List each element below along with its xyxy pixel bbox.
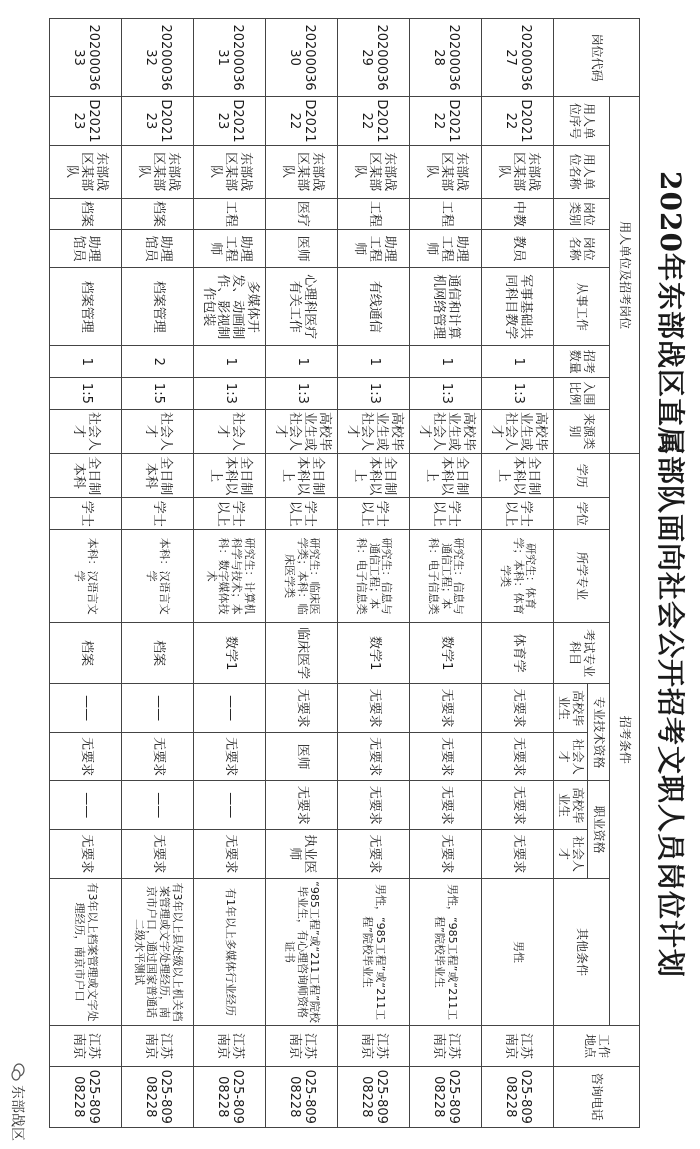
cell-skill-social: 无要求 bbox=[482, 732, 554, 781]
table-row bbox=[266, 19, 338, 1128]
cell-source: 高校毕业生或社会人才 bbox=[266, 409, 338, 453]
cell-qual-grad: —— bbox=[194, 781, 266, 830]
cell-exam: 数学1 bbox=[194, 623, 266, 684]
cell-edu: 全日制本科以上 bbox=[338, 454, 410, 498]
cell-ratio: 1:3 bbox=[194, 378, 266, 410]
cell-phone: 025-80908228 bbox=[410, 1066, 482, 1127]
cell-skill-grad: 无要求 bbox=[338, 684, 410, 733]
cell-unit-no: D202122 bbox=[482, 97, 554, 146]
cell-ratio: 1:5 bbox=[122, 378, 194, 410]
cell-other: 有1年以上多媒体行业经历 bbox=[194, 878, 266, 1026]
cell-other: 有3年以上档案管理或文字处理经历，南京市户口 bbox=[50, 878, 122, 1026]
cell-post-type: 工程 bbox=[194, 198, 266, 230]
cell-skill-social: 无要求 bbox=[50, 732, 122, 781]
col-header-exam: 考试专业科目 bbox=[554, 623, 610, 684]
cell-unit-name: 东部战区某部队 bbox=[194, 145, 266, 198]
cell-code: 2020003628 bbox=[410, 19, 482, 97]
cell-skill-social: 无要求 bbox=[410, 732, 482, 781]
cell-place: 江苏南京 bbox=[266, 1026, 338, 1066]
cell-phone: 025-80908228 bbox=[338, 1066, 410, 1127]
cell-ratio: 1:3 bbox=[410, 378, 482, 410]
cell-degree: 学士以上 bbox=[194, 498, 266, 530]
cell-degree: 学士以上 bbox=[410, 498, 482, 530]
cell-post-type: 工程 bbox=[338, 198, 410, 230]
cell-degree: 学士以上 bbox=[338, 498, 410, 530]
col-group-qualification: 职业资格 bbox=[588, 781, 610, 878]
chat-bubble-icon bbox=[11, 1063, 25, 1081]
cell-skill-grad: —— bbox=[122, 684, 194, 733]
table-row bbox=[338, 19, 410, 1128]
cell-major: 研究生：信息与通信工程；本科：电子信息类 bbox=[410, 530, 482, 623]
cell-qual-social: 无要求 bbox=[50, 830, 122, 879]
cell-post-type: 工程 bbox=[410, 198, 482, 230]
cell-code: 2020003627 bbox=[482, 19, 554, 97]
cell-place: 江苏南京 bbox=[122, 1026, 194, 1066]
cell-source: 高校毕业生或社会人才 bbox=[482, 409, 554, 453]
col-header-unit-no: 用人单位序号 bbox=[554, 97, 610, 146]
cell-ratio: 1:3 bbox=[266, 378, 338, 410]
table-row bbox=[122, 19, 194, 1128]
cell-skill-grad: —— bbox=[50, 684, 122, 733]
cell-source: 高校毕业生或社会人才 bbox=[410, 409, 482, 453]
cell-place: 江苏南京 bbox=[482, 1026, 554, 1066]
cell-code: 2020003630 bbox=[266, 19, 338, 97]
cell-degree: 学士 bbox=[122, 498, 194, 530]
cell-unit-no: D202123 bbox=[122, 97, 194, 146]
cell-post-type: 档案 bbox=[50, 198, 122, 230]
cell-qual-social: 无要求 bbox=[338, 830, 410, 879]
table-row bbox=[50, 19, 122, 1128]
cell-phone: 025-80908228 bbox=[122, 1066, 194, 1127]
cell-skill-social: 无要求 bbox=[338, 732, 410, 781]
cell-exam: 数学1 bbox=[410, 623, 482, 684]
cell-place: 江苏南京 bbox=[410, 1026, 482, 1066]
cell-skill-social: 无要求 bbox=[122, 732, 194, 781]
cell-unit-no: D202122 bbox=[338, 97, 410, 146]
cell-skill-social: 无要求 bbox=[194, 732, 266, 781]
cell-qual-social: 无要求 bbox=[482, 830, 554, 879]
cell-place: 江苏南京 bbox=[194, 1026, 266, 1066]
cell-qual-grad: 无要求 bbox=[338, 781, 410, 830]
col-header-qual-grad: 高校毕业生 bbox=[554, 781, 588, 830]
cell-skill-social: 医师 bbox=[266, 732, 338, 781]
cell-code: 2020003633 bbox=[50, 19, 122, 97]
cell-qual-grad: 无要求 bbox=[410, 781, 482, 830]
cell-unit-no: D202123 bbox=[50, 97, 122, 146]
col-header-skill-social: 社会人才 bbox=[554, 732, 588, 781]
cell-count: 1 bbox=[482, 346, 554, 378]
cell-post-type: 中教 bbox=[482, 198, 554, 230]
cell-exam: 体育学 bbox=[482, 623, 554, 684]
cell-unit-name: 东部战区某部队 bbox=[122, 145, 194, 198]
cell-count: 1 bbox=[194, 346, 266, 378]
cell-exam: 临床医学 bbox=[266, 623, 338, 684]
col-header-major: 所学专业 bbox=[554, 530, 610, 623]
cell-unit-name: 东部战区某部队 bbox=[50, 145, 122, 198]
cell-ratio: 1:3 bbox=[482, 378, 554, 410]
watermark-text: 东部战区 bbox=[9, 1085, 25, 1141]
cell-post-type: 档案 bbox=[122, 198, 194, 230]
cell-degree: 学士以上 bbox=[266, 498, 338, 530]
col-header-work: 从事工作 bbox=[554, 268, 610, 346]
cell-place: 江苏南京 bbox=[338, 1026, 410, 1066]
col-header-ratio: 入围比例 bbox=[554, 378, 610, 410]
cell-other: 男性，“985工程”或“211工程”院校毕业生 bbox=[410, 878, 482, 1026]
cell-edu: 全日制本科 bbox=[122, 454, 194, 498]
cell-phone: 025-80908228 bbox=[194, 1066, 266, 1127]
cell-post-name: 助理工程师 bbox=[410, 230, 482, 268]
cell-major: 本科：汉语言文学 bbox=[122, 530, 194, 623]
cell-count: 1 bbox=[50, 346, 122, 378]
cell-work: 档案管理 bbox=[50, 268, 122, 346]
cell-post-name: 教员 bbox=[482, 230, 554, 268]
col-header-other: 其他条件 bbox=[554, 878, 610, 1026]
cell-post-name: 助理工程师 bbox=[338, 230, 410, 268]
cell-unit-no: D202123 bbox=[194, 97, 266, 146]
cell-work: 有线通信 bbox=[338, 268, 410, 346]
cell-work: 通信和计算机网络管理 bbox=[410, 268, 482, 346]
col-group-unit: 用人单位及招考岗位 bbox=[610, 97, 640, 454]
cell-skill-grad: 无要求 bbox=[410, 684, 482, 733]
col-header-skill-grad: 高校毕业生 bbox=[554, 684, 588, 733]
cell-post-type: 医疗 bbox=[266, 198, 338, 230]
cell-code: 2020003631 bbox=[194, 19, 266, 97]
cell-unit-name: 东部战区某部队 bbox=[410, 145, 482, 198]
cell-qual-grad: —— bbox=[50, 781, 122, 830]
cell-work: 多媒体开发、动画制作、影视制作包装 bbox=[194, 268, 266, 346]
cell-post-name: 医师 bbox=[266, 230, 338, 268]
col-header-degree: 学位 bbox=[554, 498, 610, 530]
col-header-qual-social: 社会人才 bbox=[554, 830, 588, 879]
col-header-count: 招考数量 bbox=[554, 346, 610, 378]
cell-edu: 全日制本科 bbox=[50, 454, 122, 498]
col-group-conditions: 招考条件 bbox=[610, 454, 640, 1026]
cell-count: 1 bbox=[338, 346, 410, 378]
cell-count: 1 bbox=[410, 346, 482, 378]
col-header-unit-name: 用人单位名称 bbox=[554, 145, 610, 198]
cell-other: 男性 bbox=[482, 878, 554, 1026]
cell-exam: 档案 bbox=[50, 623, 122, 684]
cell-edu: 全日制本科以上 bbox=[410, 454, 482, 498]
cell-qual-social: 无要求 bbox=[410, 830, 482, 879]
cell-source: 社会人才 bbox=[122, 409, 194, 453]
cell-source: 高校毕业生或社会人才 bbox=[338, 409, 410, 453]
col-header-phone: 咨询电话 bbox=[554, 1066, 640, 1127]
cell-unit-name: 东部战区某部队 bbox=[266, 145, 338, 198]
watermark bbox=[8, 1063, 28, 1141]
cell-phone: 025-80908228 bbox=[266, 1066, 338, 1127]
cell-ratio: 1:5 bbox=[50, 378, 122, 410]
table-body bbox=[50, 19, 554, 1128]
cell-skill-grad: —— bbox=[194, 684, 266, 733]
col-header-post-type: 岗位类别 bbox=[554, 198, 610, 230]
cell-place: 江苏南京 bbox=[50, 1026, 122, 1066]
cell-major: 研究生：信息与通信工程；本科：电子信息类 bbox=[338, 530, 410, 623]
cell-unit-no: D202122 bbox=[410, 97, 482, 146]
cell-work: 档案管理 bbox=[122, 268, 194, 346]
cell-other: 男性，“985工程”或“211工程”院校毕业生 bbox=[338, 878, 410, 1026]
cell-major: 本科：汉语言文学 bbox=[50, 530, 122, 623]
cell-qual-grad: 无要求 bbox=[266, 781, 338, 830]
cell-qual-social: 无要求 bbox=[122, 830, 194, 879]
cell-exam: 数学1 bbox=[338, 623, 410, 684]
cell-unit-name: 东部战区某部队 bbox=[338, 145, 410, 198]
cell-qual-grad: —— bbox=[122, 781, 194, 830]
cell-qual-social: 无要求 bbox=[194, 830, 266, 879]
cell-work: 军事基础共同科目教学 bbox=[482, 268, 554, 346]
cell-post-name: 助理馆员 bbox=[50, 230, 122, 268]
cell-other: “985工程”或“211工程”院校毕业生，有心理咨询师资格证书 bbox=[266, 878, 338, 1026]
cell-major: 研究生：计算机科学与技术；本科：数字媒体技术 bbox=[194, 530, 266, 623]
col-header-post-name: 岗位名称 bbox=[554, 230, 610, 268]
cell-degree: 学士以上 bbox=[482, 498, 554, 530]
cell-other: 有3年以上县处级以上机关档案管理或文字处理经历，南京市户口，通过国家普通话二级水平测试 bbox=[122, 878, 194, 1026]
cell-edu: 全日制本科以上 bbox=[266, 454, 338, 498]
col-group-skill: 专业技术资格 bbox=[588, 684, 610, 781]
cell-post-name: 助理工程师 bbox=[194, 230, 266, 268]
col-header-source: 来源类别 bbox=[554, 409, 610, 453]
cell-post-name: 助理馆员 bbox=[122, 230, 194, 268]
table-row bbox=[194, 19, 266, 1128]
cell-exam: 档案 bbox=[122, 623, 194, 684]
positions-table bbox=[49, 18, 640, 1128]
cell-major: 研究生：临床医学类；本科：临床医学类 bbox=[266, 530, 338, 623]
cell-degree: 学士 bbox=[50, 498, 122, 530]
document-title: 2020年东部战区直属部队面向社会公开招考文职人员岗位计划 bbox=[654, 171, 687, 978]
cell-qual-grad: 无要求 bbox=[482, 781, 554, 830]
col-header-place: 工作地点 bbox=[554, 1026, 640, 1066]
cell-source: 社会人才 bbox=[194, 409, 266, 453]
cell-skill-grad: 无要求 bbox=[482, 684, 554, 733]
cell-code: 2020003629 bbox=[338, 19, 410, 97]
cell-work: 心理科医疗有关工作 bbox=[266, 268, 338, 346]
cell-edu: 全日制本科以上 bbox=[482, 454, 554, 498]
col-header-code: 岗位代码 bbox=[554, 19, 640, 97]
cell-count: 1 bbox=[266, 346, 338, 378]
cell-qual-social: 执业医师 bbox=[266, 830, 338, 879]
cell-code: 2020003632 bbox=[122, 19, 194, 97]
cell-phone: 025-80908228 bbox=[482, 1066, 554, 1127]
cell-phone: 025-80908228 bbox=[50, 1066, 122, 1127]
table-row bbox=[482, 19, 554, 1128]
cell-unit-name: 东部战区某部队 bbox=[482, 145, 554, 198]
cell-count: 2 bbox=[122, 346, 194, 378]
cell-source: 社会人才 bbox=[50, 409, 122, 453]
col-header-edu: 学历 bbox=[554, 454, 610, 498]
cell-skill-grad: 无要求 bbox=[266, 684, 338, 733]
cell-ratio: 1:3 bbox=[338, 378, 410, 410]
table-row bbox=[410, 19, 482, 1128]
cell-major: 研究生：体育学；本科：体育学类 bbox=[482, 530, 554, 623]
cell-edu: 全日制本科以上 bbox=[194, 454, 266, 498]
cell-unit-no: D202122 bbox=[266, 97, 338, 146]
